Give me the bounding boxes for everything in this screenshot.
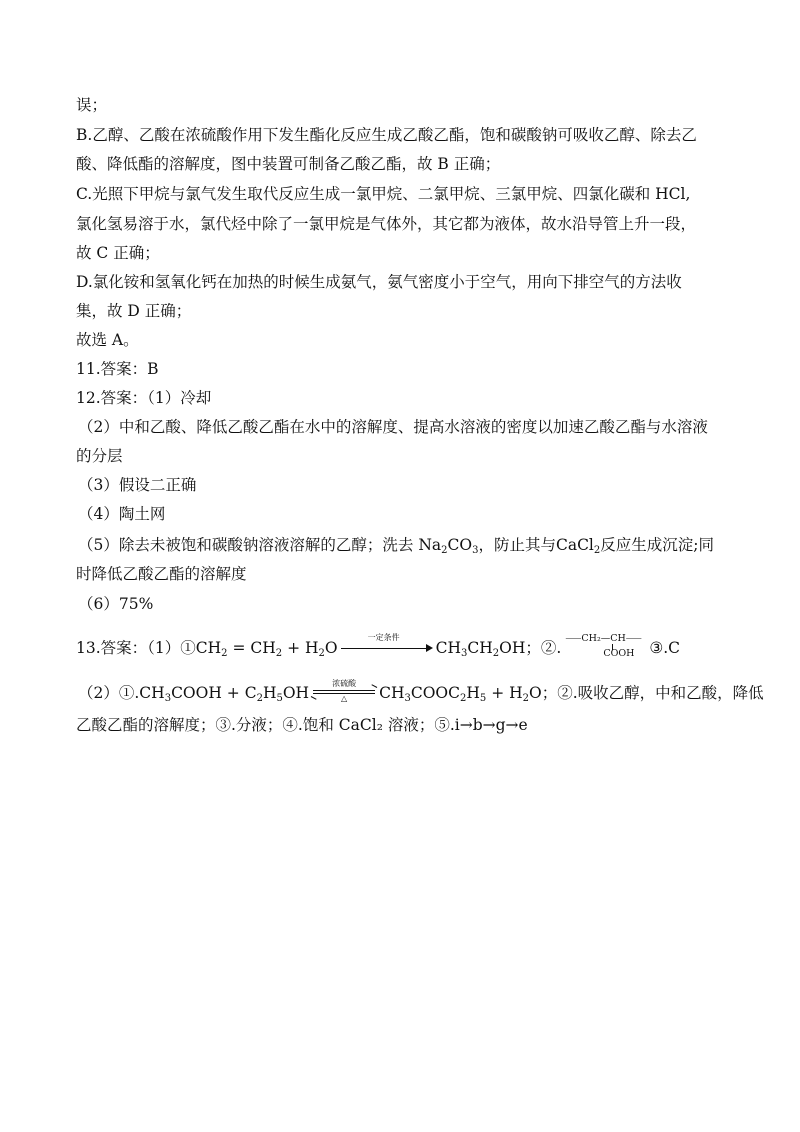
answer-12-5: （5）除去未被饱和碳酸钠溶液溶解的乙醇；洗去 $Na_2CO_3$，防止其与CaCl$_2$反应生成沉淀;同 [78, 536, 714, 556]
reaction-arrow-icon: 一定条件 [341, 640, 433, 654]
answer-13-2: $(2)①.CH_3COOH + C_2H_5OH$ 浓硫酸 △ $CH_3COOC_2H_5 + H_2O$；②.吸收乙醇，中和乙酸，降低 [78, 679, 764, 704]
answer-13-1: 13.答案：$(1)①CH_2 = CH_2 + H_2O$ 一定条件 $CH_3CH_2OH$；②. ⸺CH₂—CH⸺ COOH ③.C [76, 633, 680, 663]
text-line: 误； [76, 96, 108, 114]
reversible-arrow-icon: 浓硫酸 △ [311, 679, 377, 705]
formula-cacl2: CaCl$_2$ [555, 536, 601, 556]
answer-12-1: 12.答案：（1）冷却 [76, 389, 212, 407]
answer-12-3: （3）假设二正确 [78, 476, 197, 494]
answer-12-2: （2）中和乙酸、降低乙酸乙酯在水中的溶解度、提高水溶液的密度以加速乙酸乙酯与水溶液 [78, 418, 708, 436]
equation-ethanol: $CH_2 = CH_2 + H_2O$ 一定条件 $CH_3CH_2OH$ [195, 633, 526, 659]
text-line: 故选 A。 [76, 331, 139, 349]
answer-12-6: （6）75% [78, 595, 154, 613]
polymer-structure: ⸺CH₂—CH⸺ COOH [565, 633, 642, 659]
equation-esterification: $CH_3COOH + C_2H_5OH$ 浓硫酸 △ $CH_3COOC_2H_5 + H_2O$ [139, 679, 542, 704]
text-line: 集，故 D 正确； [76, 302, 192, 320]
answer-11: 11.答案：B [76, 360, 159, 378]
text-line: 氯化氢易溶于水，氯代烃中除了一氯甲烷是气体外，其它都为液体，故水沿导管上升一段， [76, 215, 697, 233]
text-line: D.氯化铵和氢氧化钙在加热的时候生成氨气，氨气密度小于空气，用向下排空气的方法收 [76, 273, 682, 291]
text-line: 乙酸乙酯的溶解度；③.分液；④.饱和 CaCl₂ 溶液；⑤.i→b→g→e [76, 716, 528, 734]
text-line: C.光照下甲烷与氯气发生取代反应生成一氯甲烷、二氯甲烷、三氯甲烷、四氯化碳和 HCl, [76, 185, 691, 203]
formula-na2co3: $Na_2CO_3$ [418, 536, 479, 556]
answer-12-4: （4）陶土网 [78, 505, 166, 523]
text-line: 的分层 [76, 447, 123, 465]
text-line: B.乙醇、乙酸在浓硫酸作用下发生酯化反应生成乙酸乙酯，饱和碳酸钠可吸收乙醇、除去乙 [76, 126, 697, 144]
text-line: 酸、降低酯的溶解度，图中装置可制备乙酸乙酯，故 B 正确； [76, 155, 501, 173]
text-line: 故 C 正确； [76, 244, 160, 262]
text-line: 时降低乙酸乙酯的溶解度 [76, 565, 247, 583]
